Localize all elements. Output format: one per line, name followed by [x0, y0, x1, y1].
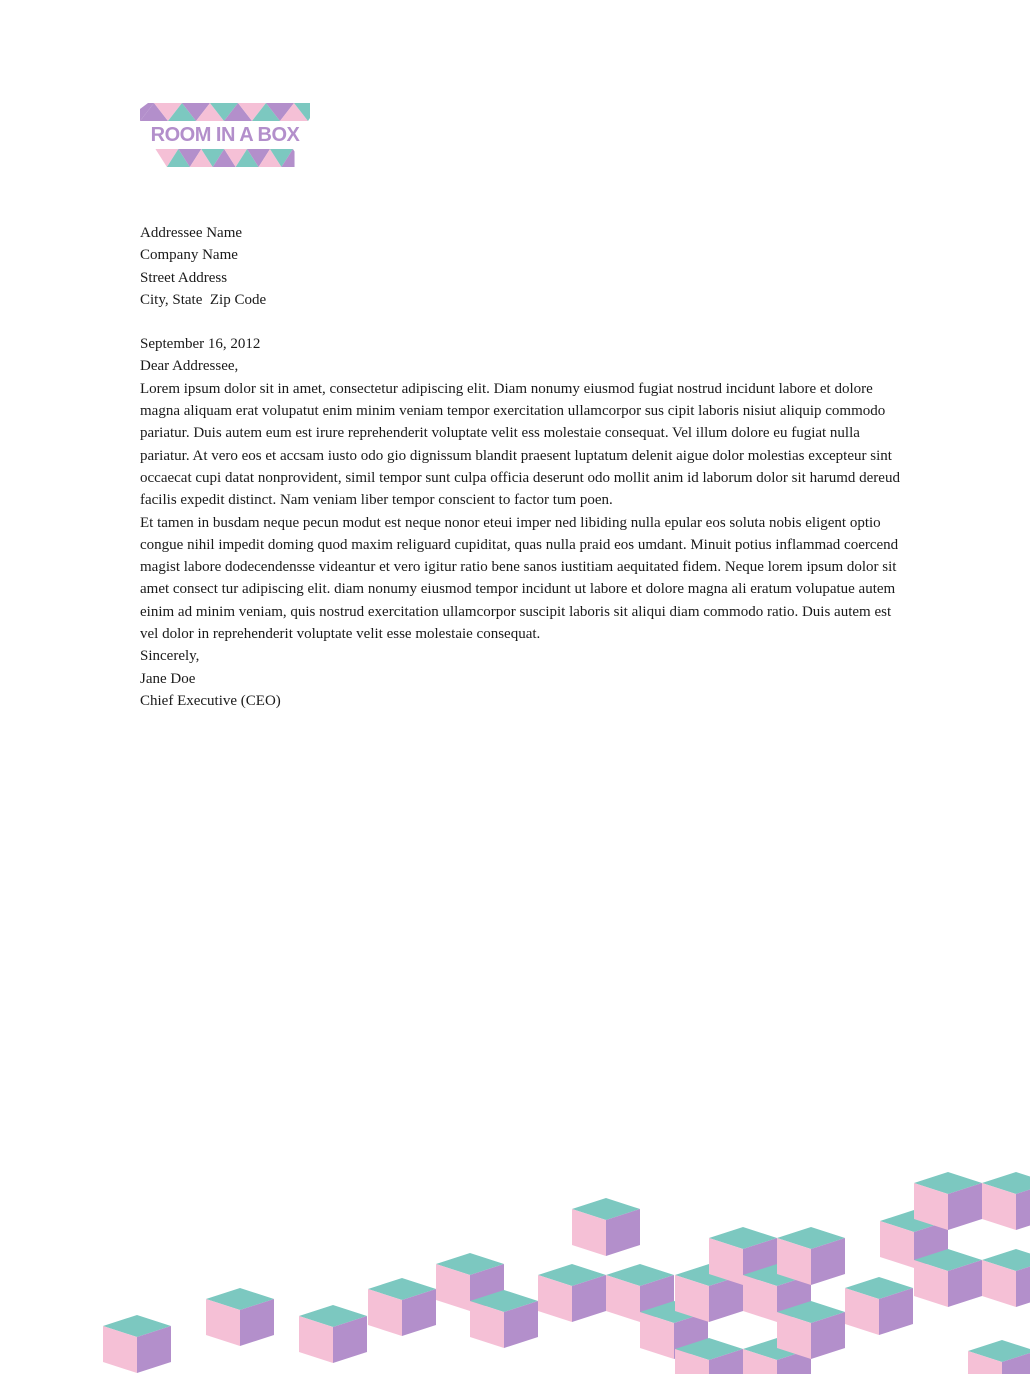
isometric-cube	[470, 1290, 538, 1348]
isometric-cube	[914, 1172, 982, 1230]
brand-logo	[140, 103, 310, 171]
body-paragraph: Lorem ipsum dolor sit in amet, consectetur adipiscing elit. Diam nonumy eiusmod fugiat nostrud incidunt labore et dolore magna aliquam erat volupatut enim minim veniam tempor exercitation ullamcorpor sus cipit laboris nisiut aliquip commodo pariatur. Duis autem eum est irure reprehenderit voluptate velit ess molestaie consequat. Vel illum dolore eu fugiat nulla pariatur. At vero eos et accsam iusto odo gio dignissum blandit praesent luptatum delenit aigue dolor molestias excepteur sint occaecat cupi datat nonprovident, simil tempor sunt culpa officia deserunt odo mollit anim id laborum dolor sit harumd dereud facilis expedit distinct. Nam veniam liber tempor conscient to factor tum poen.	[140, 380, 900, 509]
letter-date: September 16, 2012	[140, 336, 261, 353]
logo-top-stripe-graphic	[140, 103, 310, 121]
isometric-cube	[299, 1305, 367, 1363]
recipient-address	[140, 222, 905, 311]
signature-name: Jane Doe	[140, 670, 196, 687]
isometric-cube	[368, 1278, 436, 1336]
isometric-cube	[777, 1301, 845, 1359]
isometric-cube	[982, 1249, 1030, 1307]
isometric-cube	[572, 1198, 640, 1256]
decorative-cube-pattern	[0, 1160, 1030, 1374]
signature-title: Chief Executive (CEO)	[140, 692, 281, 709]
isometric-cube	[845, 1277, 913, 1335]
address-line: City, State Zip Code	[140, 291, 267, 308]
logo-bottom-stripe-graphic	[140, 149, 310, 167]
isometric-cube	[777, 1227, 845, 1285]
closing: Sincerely,	[140, 648, 200, 665]
address-line: Company Name	[140, 247, 238, 264]
body-paragraph: Et tamen in busdam neque pecun modut est neque nonor eteui imper ned libiding nulla epular eos soluta nobis eligent optio congue nihil impedit doming quod maxim religuard cupiditat, quas nulla praid eos umdant. Minuit potius inflammad coercend magist labore dodecendensse videantur et vero igitur ratio bene sanos iustitiam aequitated fidem. Neque lorem ipsum dolor sit amet consect tur adipiscing elit. diam nonumy eiusmod tempor incidunt ut labore et dolore magna ali eratum volupatue autem einim ad minim veniam, quis nostrud exercitation ullamcorpor suscipit laboris sit aliqui diam commodo ratio. Duis autem est vel dolor in reprehenderit voluptate velit esse molestaie consequat.	[140, 514, 899, 643]
logo-wordmark: ROOM IN A BOX	[150, 124, 300, 146]
isometric-cube	[968, 1340, 1030, 1374]
address-line: Street Address	[140, 269, 228, 286]
letter-body	[140, 222, 905, 712]
isometric-cube	[982, 1172, 1030, 1230]
address-line: Addressee Name	[140, 225, 243, 241]
isometric-cube	[538, 1264, 606, 1322]
isometric-cube	[206, 1288, 274, 1346]
isometric-cube	[914, 1249, 982, 1307]
salutation: Dear Addressee,	[140, 358, 239, 375]
isometric-cube	[103, 1315, 171, 1373]
